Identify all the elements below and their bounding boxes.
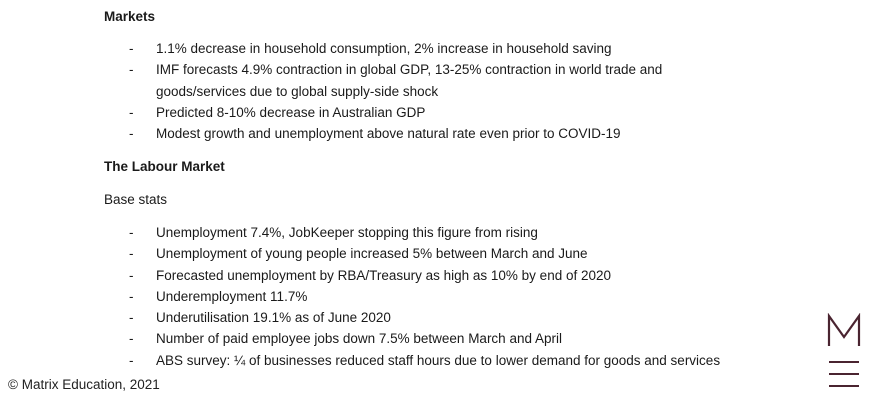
- bullet-text: Predicted 8-10% decrease in Australian GDP: [156, 104, 426, 120]
- bullet-text: Forecasted unemployment by RBA/Treasury as high as 10% by end of 2020: [156, 267, 611, 283]
- bullet-text: Modest growth and unemployment above natural rate even prior to COVID-19: [156, 126, 621, 142]
- list-item: [0, 307, 736, 328]
- bullet-dash: -: [129, 225, 134, 240]
- labour-market-heading: The Labour Market: [104, 159, 225, 174]
- markets-bullet-list: [0, 38, 736, 144]
- copyright-footer: © Matrix Education, 2021: [8, 377, 160, 392]
- bullet-dash: -: [129, 126, 134, 142]
- bullet-dash: -: [129, 41, 134, 56]
- bullet-dash: -: [129, 352, 134, 368]
- markets-heading: Markets: [104, 9, 156, 24]
- bullet-dash: -: [129, 267, 134, 283]
- bullet-text: Underemployment 11.7%: [156, 288, 308, 304]
- list-item: [0, 38, 736, 59]
- list-item: [0, 222, 736, 243]
- list-item: [0, 243, 736, 264]
- bullet-text: Unemployment of young people increased 5% between March and June: [156, 246, 588, 262]
- bullet-dash: -: [129, 288, 134, 304]
- bullet-dash: -: [129, 331, 134, 347]
- list-item: [0, 59, 736, 102]
- bullet-dash: -: [129, 104, 134, 120]
- list-item: [0, 102, 736, 123]
- bullet-text: Unemployment 7.4%, JobKeeper stopping this figure from rising: [156, 225, 538, 240]
- bullet-text: Underutilisation 19.1% as of June 2020: [156, 310, 391, 326]
- list-item: [0, 286, 736, 307]
- bullet-text: ABS survey: ¼ of businesses reduced staff hours due to lower demand for goods and services: [156, 352, 721, 368]
- list-item: [0, 265, 736, 286]
- bullet-dash: -: [129, 246, 134, 262]
- bullet-dash: -: [129, 62, 134, 78]
- bullet-dash: -: [129, 310, 134, 326]
- bullet-text: Number of paid employee jobs down 7.5% between March and April: [156, 331, 562, 347]
- labour-bullet-list: [0, 222, 796, 371]
- list-item: [0, 123, 736, 144]
- matrix-logo-icon: [826, 313, 862, 391]
- list-item: [0, 350, 796, 371]
- bullet-text: 1.1% decrease in household consumption, 2% increase in household saving: [156, 41, 612, 56]
- list-item: [0, 328, 736, 349]
- base-stats-subheading: Base stats: [104, 192, 168, 207]
- bullet-text: IMF forecasts 4.9% contraction in global GDP, 13-25% contraction in world trade and goods/services due to global supply-side shock: [156, 62, 663, 99]
